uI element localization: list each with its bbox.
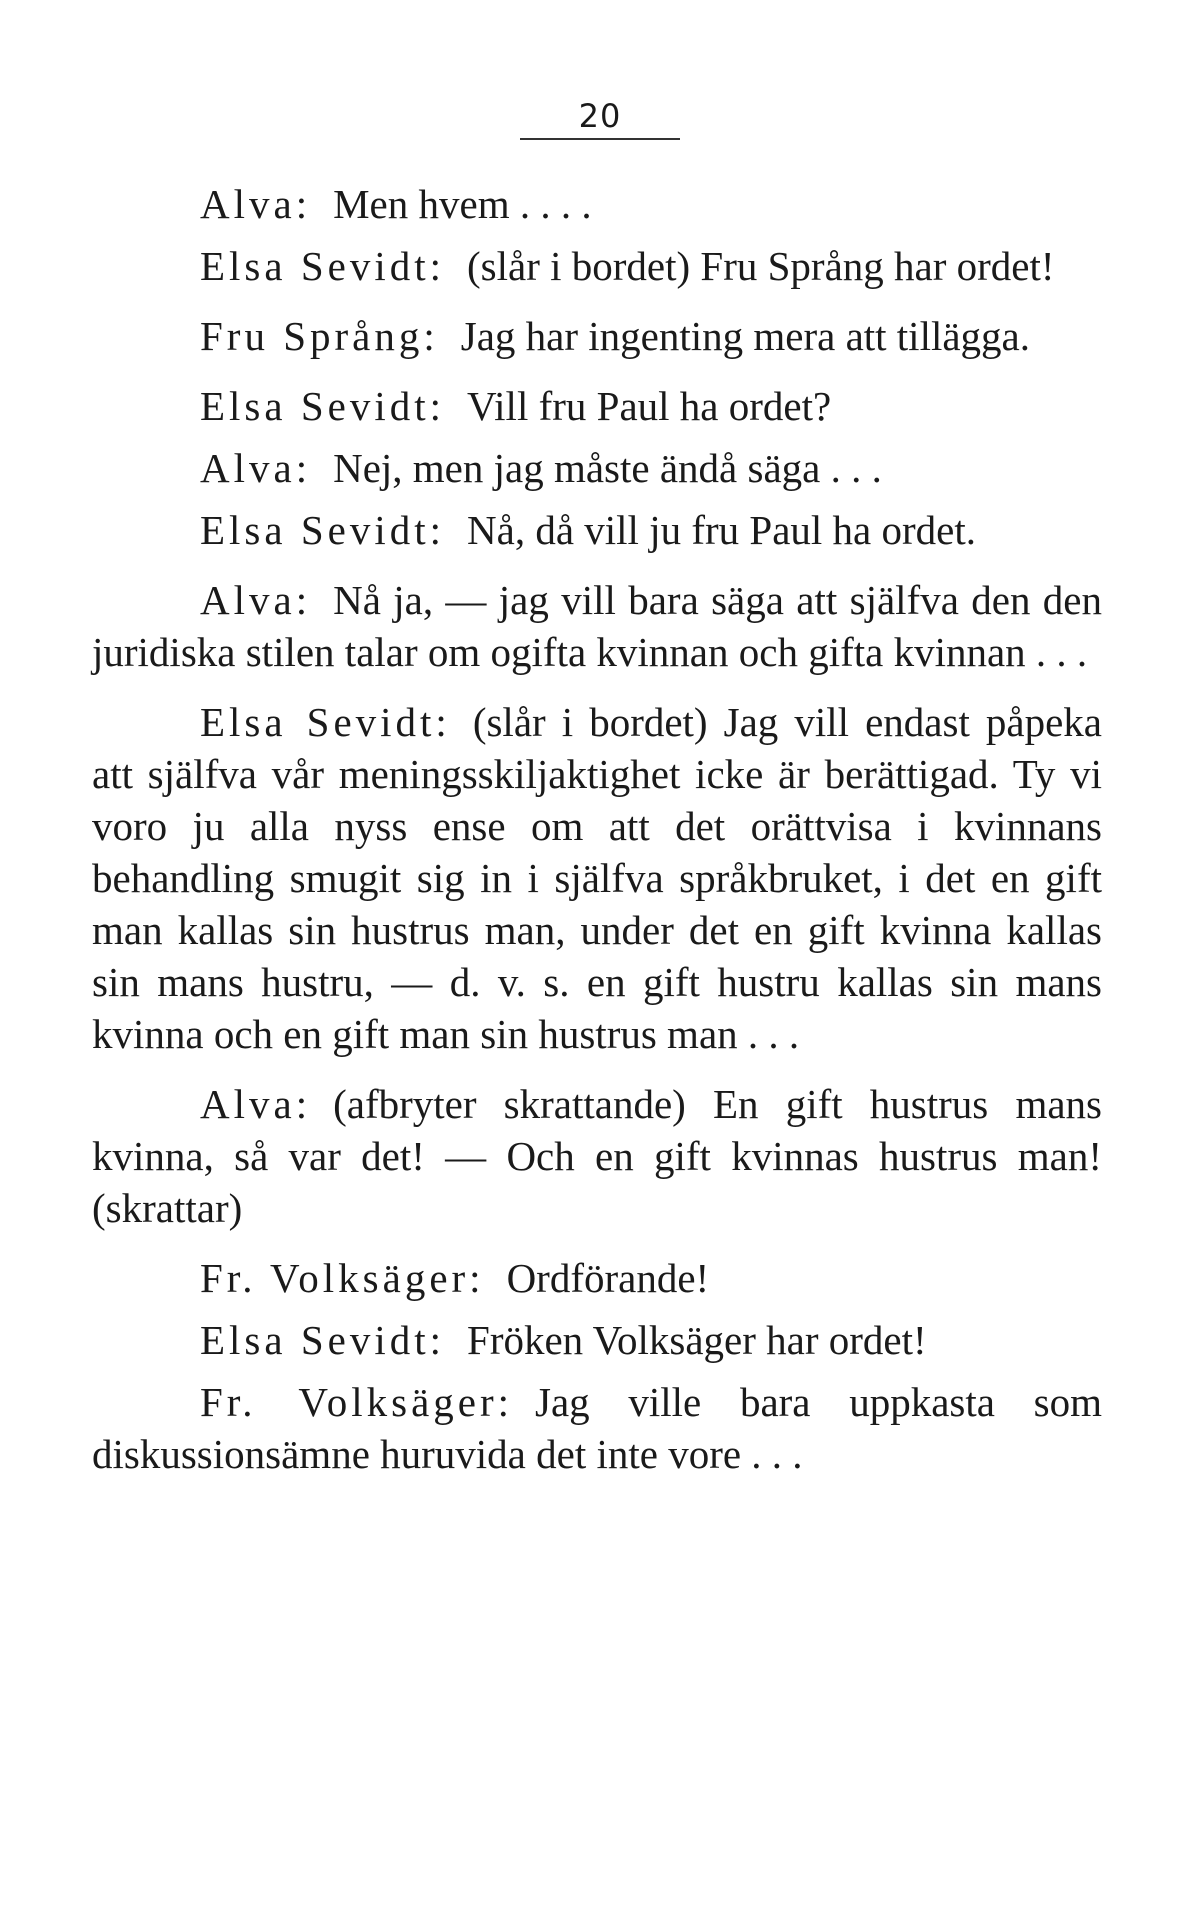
- speaker-name: Elsa Sevidt:: [200, 507, 446, 553]
- dialogue-entry: [92, 574, 1102, 678]
- speech-text: Nå ja, — jag vill bara säga att själfva den den juridiska stilen talar om ogifta kvinnan och gifta kvinnan . . .: [92, 577, 1102, 675]
- page-header: [520, 96, 680, 140]
- speaker-name: Alva:: [200, 181, 312, 227]
- speaker-name: Fru Språng:: [200, 313, 439, 359]
- speech-text: (afbryter skrattande) En gift hustrus mans kvinna, så var det! — Och en gift kvinnas hustrus man! (skrattar): [92, 1081, 1102, 1231]
- speaker-name: Alva:: [200, 445, 312, 491]
- dialogue-entry: [92, 178, 1102, 230]
- speech-text: (slår i bordet) Fru Språng har ordet!: [467, 243, 1055, 289]
- dialogue-entry: [92, 442, 1102, 494]
- speaker-name: Fr. Volksäger:: [200, 1255, 485, 1301]
- dialogue-entry: [92, 380, 1102, 432]
- speaker-name: Elsa Sevidt:: [200, 1317, 446, 1363]
- speech-text: Jag ville bara uppkasta som diskussionsämne huruvida det inte vore . . .: [92, 1379, 1102, 1477]
- speech-text: Jag har ingenting mera att tillägga.: [460, 313, 1031, 359]
- header-rule: [520, 138, 680, 140]
- speaker-name: Alva:: [200, 577, 312, 623]
- dialogue-entry: [92, 1078, 1102, 1234]
- speaker-name: Elsa Sevidt:: [200, 699, 451, 745]
- speech-text: Fröken Volksäger har ordet!: [467, 1317, 927, 1363]
- speaker-name: Elsa Sevidt:: [200, 243, 446, 289]
- speaker-name: Fr. Volksäger:: [200, 1379, 514, 1425]
- speech-text: Nej, men jag måste ändå säga . . .: [333, 445, 882, 491]
- dialogue-entry: [92, 1376, 1102, 1480]
- speech-text: Vill fru Paul ha ordet?: [467, 383, 832, 429]
- speaker-name: Elsa Sevidt:: [200, 383, 446, 429]
- speech-text: Ordförande!: [506, 1255, 710, 1301]
- dialogue-entry: [92, 1252, 1102, 1304]
- dialogue-entry: [92, 696, 1102, 1060]
- speech-text: (slår i bordet) Jag vill endast påpeka att själfva vår meningsskiljaktighet icke är berättigad. Ty vi voro ju alla nyss ense om att det orättvisa i kvinnans behandling smugit sig in i själfva språkbruket, i det en gift man kallas sin hustrus man, under det en gift kvinna kallas sin mans hustru, — d. v. s. en gift hustru kallas sin mans kvinna och en gift man sin hustrus man . . .: [92, 699, 1102, 1057]
- dialogue-entry: [92, 240, 1102, 292]
- dialogue-entry: [92, 1314, 1102, 1366]
- dialogue-entry: [92, 504, 1102, 556]
- page-number: 20: [578, 97, 622, 135]
- dialogue-text: [92, 178, 1102, 1498]
- speech-text: Men hvem . . . .: [333, 181, 592, 227]
- speech-text: Nå, då vill ju fru Paul ha ordet.: [467, 507, 976, 553]
- speaker-name: Alva:: [200, 1081, 312, 1127]
- dialogue-entry: [92, 310, 1102, 362]
